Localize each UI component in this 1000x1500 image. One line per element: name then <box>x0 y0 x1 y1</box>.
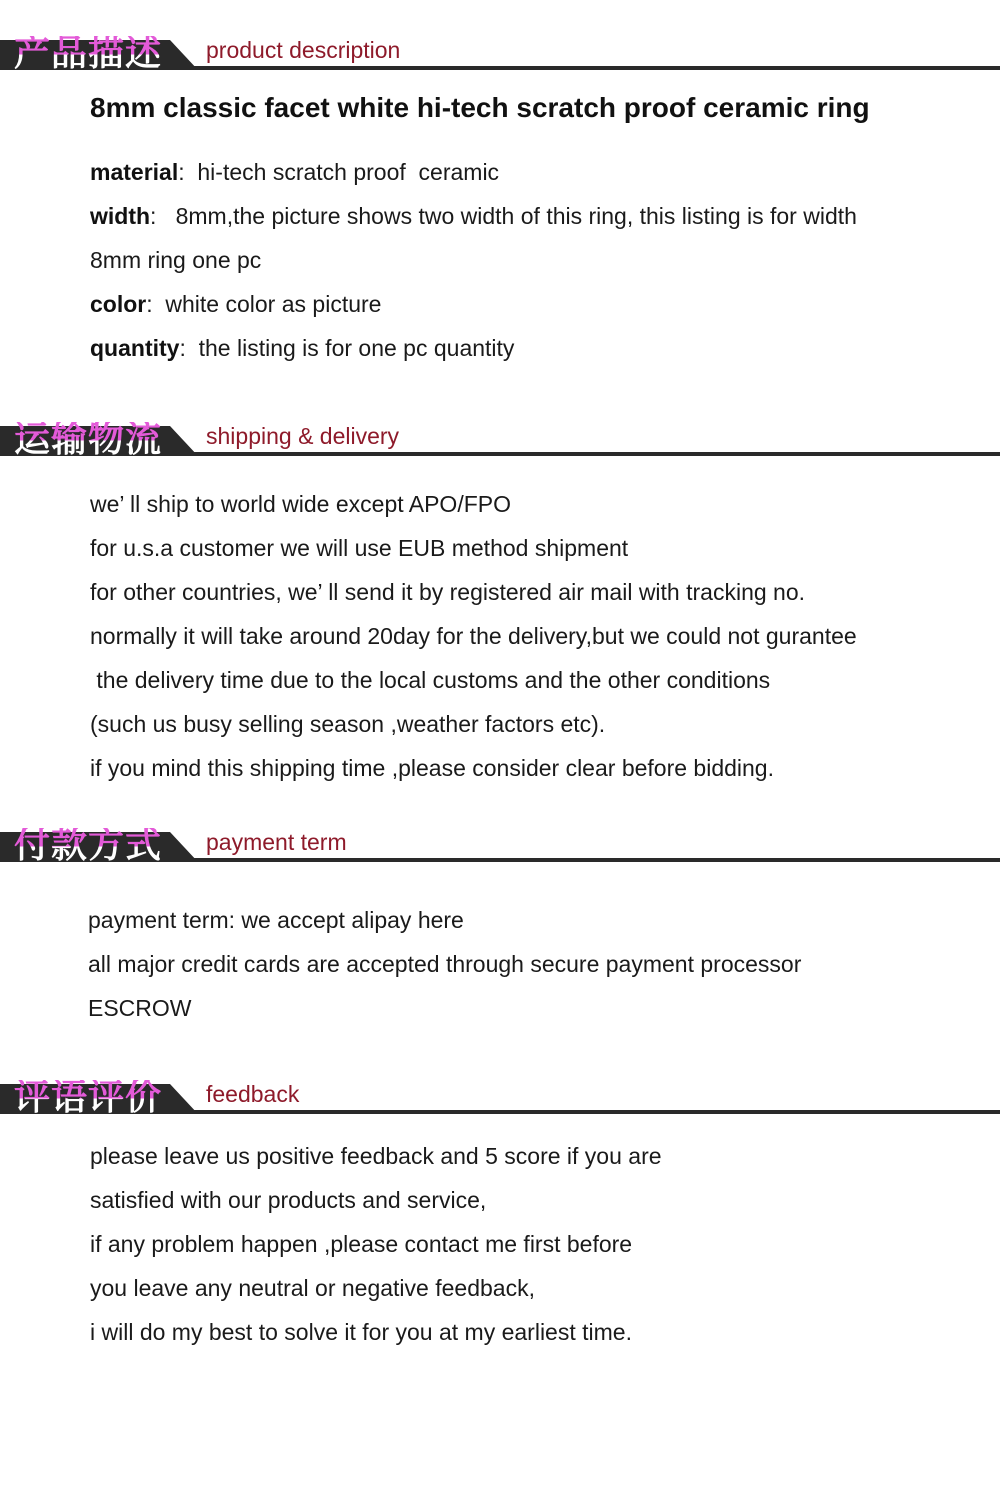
spec-label: width <box>90 203 151 229</box>
text-line: ESCROW <box>88 995 192 1021</box>
header-chinese-title: 运输物流 <box>14 419 163 460</box>
header-english-title: product description <box>206 37 401 63</box>
spec-row-color: color: white color as picture <box>90 291 382 317</box>
text-line: normally it will take around 20day for the delivery,but we could not gurantee <box>90 623 857 649</box>
spec-row-material: material: hi-tech scratch proof ceramic <box>90 159 500 185</box>
header-chinese-title: 评语评价 <box>14 1077 163 1118</box>
product-spec-list <box>90 150 857 370</box>
header-english-title: feedback <box>206 1081 300 1107</box>
header-english-title: shipping & delivery <box>206 423 400 449</box>
text-line: you leave any neutral or negative feedback, <box>90 1275 535 1301</box>
spec-label: quantity <box>90 335 180 361</box>
spec-value: white color as picture <box>152 291 382 317</box>
spec-value: 8mm ring one pc <box>90 247 262 273</box>
spec-value: 8mm,the picture shows two width of this ring, this listing is for width <box>156 203 857 229</box>
spec-row-width: width: 8mm,the picture shows two width of this ring, this listing is for width <box>90 203 857 229</box>
text-line: please leave us positive feedback and 5 score if you are <box>90 1143 662 1169</box>
section-header-feedback <box>0 1044 1000 1118</box>
section-header-product-description <box>0 0 1000 74</box>
text-line: the delivery time due to the local customs and the other conditions <box>90 667 771 693</box>
spec-label: material <box>90 159 179 185</box>
section-header-payment <box>0 792 1000 866</box>
text-line: we’ ll ship to world wide except APO/FPO <box>90 491 511 517</box>
header-chinese-title: 产品描述 <box>14 33 163 74</box>
shipping-text <box>90 482 857 790</box>
payment-text <box>88 898 801 1030</box>
text-line: for other countries, we’ ll send it by registered air mail with tracking no. <box>90 579 806 605</box>
spec-value: the listing is for one pc quantity <box>185 335 515 361</box>
spec-row-width-continued <box>90 238 857 282</box>
text-line: if you mind this shipping time ,please consider clear before bidding. <box>90 755 774 781</box>
text-line: all major credit cards are accepted through secure payment processor <box>88 951 802 977</box>
spec-label: color <box>90 291 147 317</box>
text-line: if any problem happen ,please contact me first before <box>90 1231 633 1257</box>
header-english-title: payment term <box>206 829 347 855</box>
header-chinese-title: 付款方式 <box>14 825 163 866</box>
spec-value: hi-tech scratch proof ceramic <box>184 159 500 185</box>
section-header-shipping <box>0 386 1000 460</box>
product-title: 8mm classic facet white hi-tech scratch proof ceramic ring <box>90 92 870 123</box>
text-line: (such us busy selling season ,weather factors etc). <box>90 711 606 737</box>
text-line: i will do my best to solve it for you at my earliest time. <box>90 1319 632 1345</box>
text-line: for u.s.a customer we will use EUB method shipment <box>90 535 629 561</box>
text-line: satisfied with our products and service, <box>90 1187 487 1213</box>
feedback-text <box>90 1134 662 1354</box>
text-line: payment term: we accept alipay here <box>88 907 464 933</box>
spec-row-quantity: quantity: the listing is for one pc quantity <box>90 335 515 361</box>
